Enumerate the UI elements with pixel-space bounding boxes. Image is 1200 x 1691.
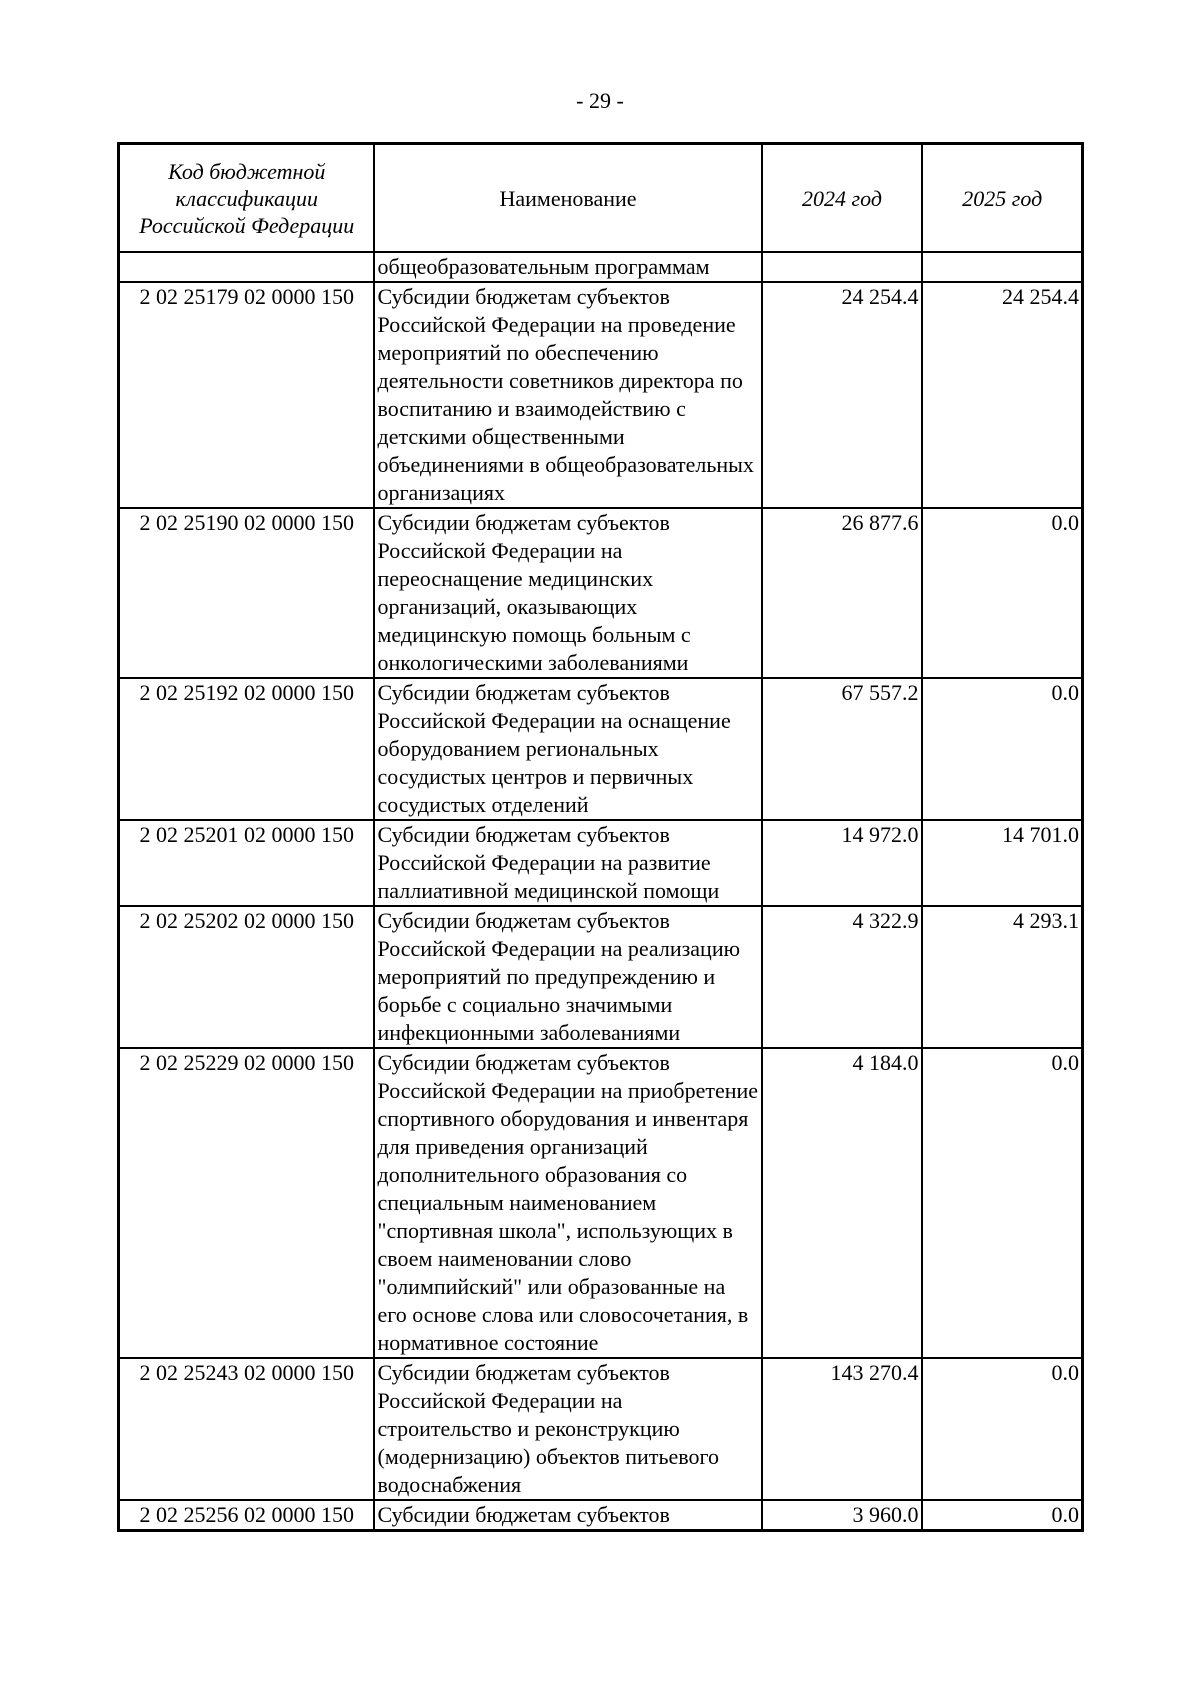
- name-cell: Субсидии бюджетам субъектов Российской Федерации на проведение мероприятий по обеспечению деятельности советников директора по воспитанию и взаимодействию с детскими общественными объединениями в общеобразовательных организациях: [374, 282, 762, 508]
- code-cell: 2 02 25243 02 0000 150: [119, 1358, 374, 1500]
- value-2024-cell: 3 960.0: [762, 1500, 922, 1531]
- value-2024-cell: 24 254.4: [762, 282, 922, 508]
- table-row: [119, 1500, 1083, 1531]
- name-cell: Субсидии бюджетам субъектов Российской Федерации на переоснащение медицинских организаций, оказывающих медицинскую помощь больным с онкологическими заболеваниями: [374, 508, 762, 678]
- code-cell: 2 02 25256 02 0000 150: [119, 1500, 374, 1531]
- value-2024-cell: 26 877.6: [762, 508, 922, 678]
- header-name: Наименование: [374, 144, 762, 253]
- name-cell: Субсидии бюджетам субъектов Российской Федерации на приобретение спортивного оборудования и инвентаря для приведения организаций дополнительного образования со специальным наименованием "спортивная школа", использующих в своем наименовании слово "олимпийский" или образованные на его основе слова или словосочетания, в нормативное состояние: [374, 1048, 762, 1358]
- table-row: [119, 678, 1083, 820]
- name-cell: Субсидии бюджетам субъектов Российской Федерации на оснащение оборудованием региональных сосудистых центров и первичных сосудистых отделений: [374, 678, 762, 820]
- table-row: [119, 1048, 1083, 1358]
- value-2025-cell: [922, 252, 1083, 282]
- name-cell: общеобразовательным программам: [374, 252, 762, 282]
- code-cell: 2 02 25190 02 0000 150: [119, 508, 374, 678]
- name-cell: Субсидии бюджетам субъектов: [374, 1500, 762, 1531]
- value-2025-cell: 0.0: [922, 1048, 1083, 1358]
- table-row: [119, 508, 1083, 678]
- header-2025: 2025 год: [922, 144, 1083, 253]
- name-cell: Субсидии бюджетам субъектов Российской Федерации на реализацию мероприятий по предупреждению и борьбе с социально значимыми инфекционными заболеваниями: [374, 906, 762, 1048]
- value-2025-cell: 4 293.1: [922, 906, 1083, 1048]
- table-row: [119, 282, 1083, 508]
- table-header-row: [119, 144, 1083, 253]
- code-cell: 2 02 25201 02 0000 150: [119, 820, 374, 906]
- value-2024-cell: 67 557.2: [762, 678, 922, 820]
- value-2024-cell: [762, 252, 922, 282]
- budget-table: [117, 142, 1084, 1532]
- value-2025-cell: 24 254.4: [922, 282, 1083, 508]
- code-cell: 2 02 25229 02 0000 150: [119, 1048, 374, 1358]
- table-row: [119, 1358, 1083, 1500]
- value-2024-cell: 14 972.0: [762, 820, 922, 906]
- name-cell: Субсидии бюджетам субъектов Российской Федерации на развитие паллиативной медицинской помощи: [374, 820, 762, 906]
- value-2025-cell: 0.0: [922, 1358, 1083, 1500]
- value-2024-cell: 143 270.4: [762, 1358, 922, 1500]
- page-number: - 29 -: [576, 88, 624, 113]
- table-row: [119, 820, 1083, 906]
- table-row: [119, 252, 1083, 282]
- header-2024: 2024 год: [762, 144, 922, 253]
- code-cell: 2 02 25192 02 0000 150: [119, 678, 374, 820]
- value-2025-cell: 0.0: [922, 1500, 1083, 1531]
- value-2025-cell: 0.0: [922, 678, 1083, 820]
- code-cell: 2 02 25202 02 0000 150: [119, 906, 374, 1048]
- code-cell: [119, 252, 374, 282]
- name-cell: Субсидии бюджетам субъектов Российской Федерации на строительство и реконструкцию (модернизацию) объектов питьевого водоснабжения: [374, 1358, 762, 1500]
- table-row: [119, 906, 1083, 1048]
- value-2025-cell: 14 701.0: [922, 820, 1083, 906]
- code-cell: 2 02 25179 02 0000 150: [119, 282, 374, 508]
- header-code: Код бюджетной классификации Российской Федерации: [119, 144, 374, 253]
- value-2024-cell: 4 184.0: [762, 1048, 922, 1358]
- value-2025-cell: 0.0: [922, 508, 1083, 678]
- value-2024-cell: 4 322.9: [762, 906, 922, 1048]
